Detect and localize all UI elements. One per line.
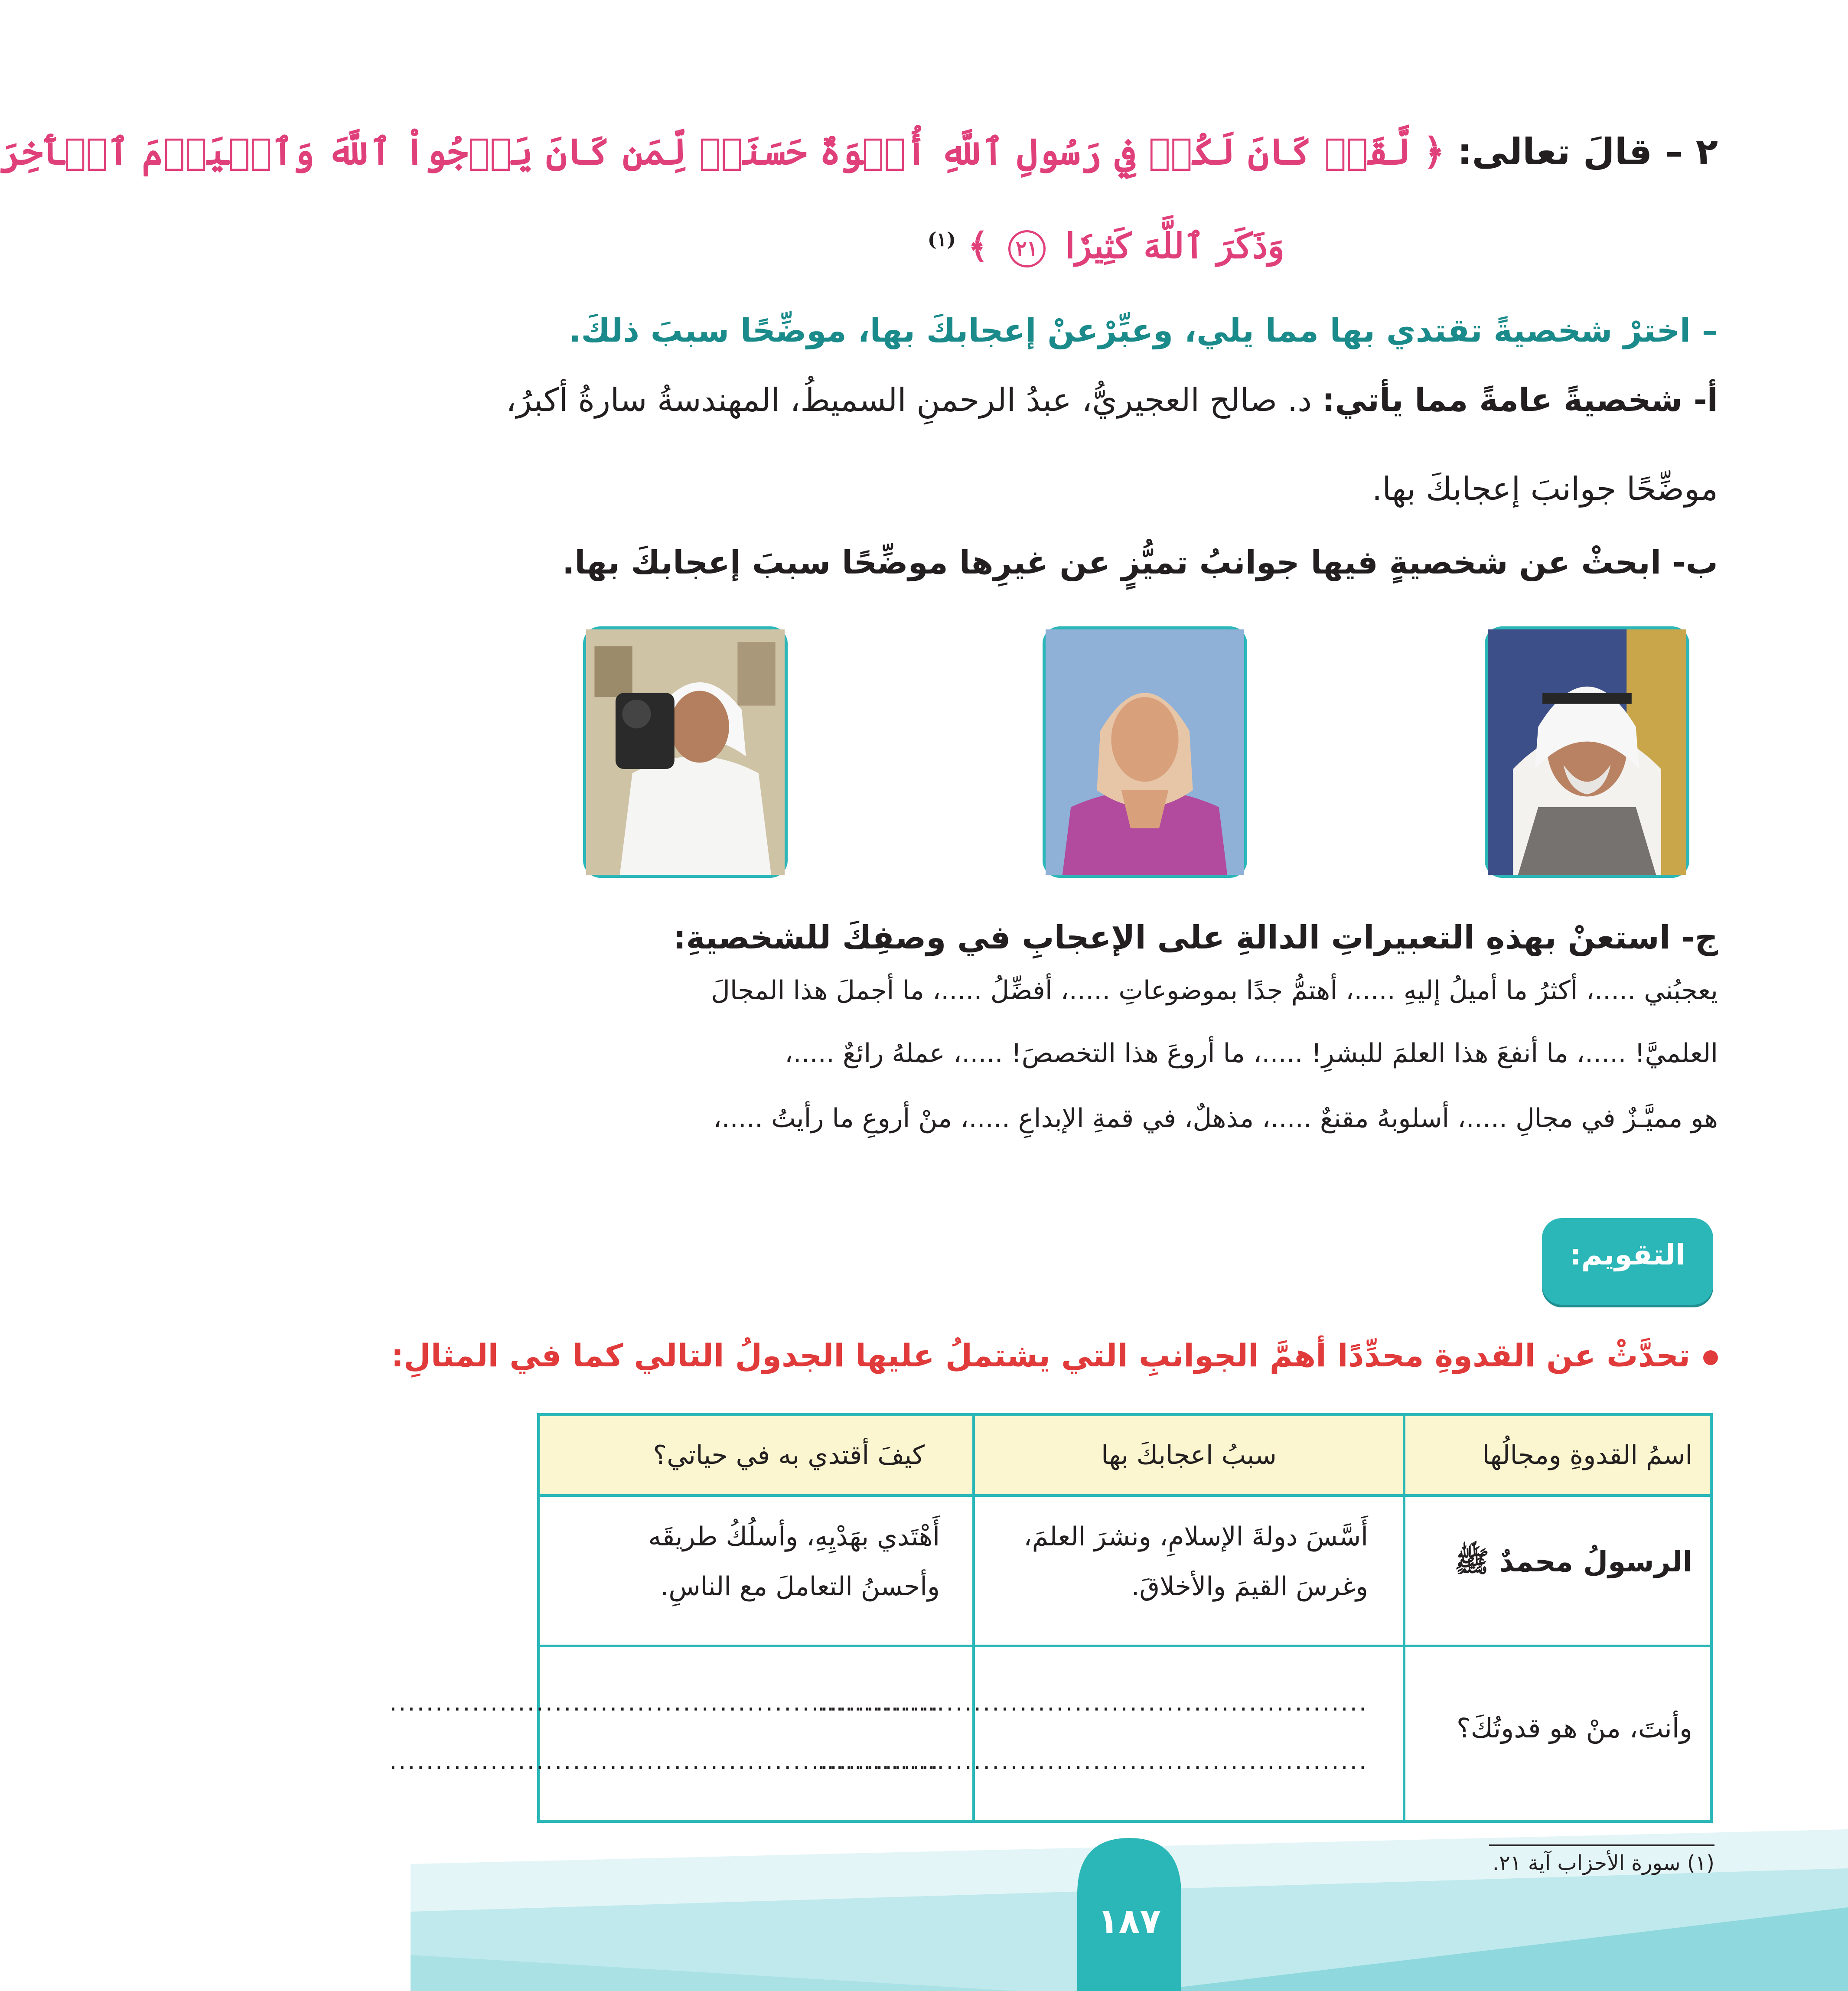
fill-in-line[interactable]: ............................................................ [818, 1747, 1368, 1775]
instruction-line: – اخترْ شخصيةً تقتدي بها مما يلي، وعبِّرْعنْ إعجابكَ بها، موضِّحًا سببَ ذلكَ. [569, 312, 1718, 349]
table-cell-reason-blank[interactable] [818, 1647, 1403, 1820]
item-a-line-1 [506, 381, 1718, 419]
how-line: أَهْتَدي بهَدْيِهِ، وأسلُكُ طريقَه [648, 1522, 940, 1552]
fill-in-line[interactable]: ............................................................ [389, 1747, 940, 1775]
reason-line: وغرسَ القيمَ والأخلاقَ. [1131, 1571, 1368, 1602]
item-c-expressions-line-2: العلميَّ! .....، ما أنفعَ هذا العلمَ للبشرِ! .....، ما أروعَ هذا التخصصَ! .....، عملهُ رائعٌ .....، [785, 1038, 1718, 1069]
photo-man-in-ghutra [1485, 626, 1689, 878]
photo-man-with-camera [583, 626, 788, 878]
item-c-expressions-line-1: يعجبُني .....، أكثرُ ما أميلُ إليهِ .....، أهتمُّ جدًا بموضوعاتِ .....، أفضِّلُ .....، ما أجملَ هذا المجالَ [711, 975, 1718, 1006]
table-cell-example-name: الرسولُ محمدٌ ﷺ [1454, 1545, 1692, 1578]
item-b-line: ب- ابحثْ عن شخصيةٍ فيها جوانبُ تميُّزٍ عن غيرِها موضِّحًا سببَ إعجابكَ بها. [562, 544, 1718, 581]
quran-verse-line-1 [0, 130, 1718, 195]
footnote-rule [1489, 1844, 1714, 1846]
table-cell-example-reason [975, 1497, 1403, 1645]
footnote-reference: (١) [927, 228, 956, 251]
item-c-label: ج- استعنْ بهذهِ التعبيراتِ الدالةِ على الإعجابِ في وصفِكَ للشخصيةِ: [673, 919, 1718, 956]
ayah-number-badge: ٢١ [1008, 230, 1046, 267]
task-text: تحدَّثْ عن القدوةِ محدِّدًا أهمَّ الجوانبِ التي يشتملُ عليها الجدولُ التالي كما في المثالِ: [391, 1337, 1690, 1374]
table-header-name: اسمُ القدوةِ ومجالُها [1405, 1416, 1710, 1494]
quran-verse-line-2 [887, 225, 1284, 286]
evaluation-title: التقويم: [1570, 1238, 1685, 1271]
role-model-table [389, 1413, 1713, 1823]
fill-in-line[interactable]: ............................................................ [818, 1689, 1368, 1716]
table-cell-example-how [540, 1497, 972, 1645]
page-number: ١٨٧ [1097, 1901, 1161, 1941]
verse-text-1: ﴿ لَّقَدۡ كَانَ لَكُمۡ فِي رَسُولِ ٱللَّهِ أُسۡوَةٌ حَسَنَةٞ لِّمَن كَانَ يَرۡجُواْ ٱللَّهَ وَٱلۡيَوۡمَ ٱلۡأٓخِرَ [0, 130, 1445, 173]
bullet-icon [1703, 1350, 1718, 1365]
how-line: وأحسنُ التعاملَ مع الناسِ. [660, 1571, 940, 1602]
item-a-label: أ- شخصيةً عامةً مما يأتي: [1322, 381, 1718, 419]
item-a-text: د. صالح العجيريُّ، عبدُ الرحمنِ السميطُ، المهندسةُ سارةُ أكبرُ، [506, 381, 1322, 419]
table-header-reason: سببُ اعجابكَ بها [975, 1416, 1403, 1494]
item-a-line-2: موضِّحًا جوانبَ إعجابكَ بها. [1372, 470, 1718, 508]
evaluation-section-tab [1542, 1218, 1713, 1305]
reason-line: أَسَّسَ دولةَ الإسلامِ، ونشرَ العلمَ، [1023, 1522, 1368, 1552]
verse-closing: ﴾ [968, 225, 988, 266]
photo-woman-in-pink [1043, 626, 1247, 878]
fill-in-line[interactable]: ............................................................ [389, 1689, 940, 1716]
verse-text-2: وَذَكَرَ ٱللَّهَ كَثِيرٗا [1065, 225, 1284, 266]
item-c-expressions-line-3: هو مميَّـزٌ في مجالِ .....، أسلوبهُ مقنعٌ .....، مذهلٌ، في قمةِ الإبداعِ .....، منْ أروعِ ما رأيتُ .....، [713, 1103, 1718, 1134]
table-cell-your-role-model: وأنتَ، منْ هو قدوتُكَ؟ [1456, 1712, 1692, 1744]
task-line [391, 1337, 1718, 1374]
verse-intro: ٢ – قالَ تعالى: [1457, 130, 1718, 173]
table-header-how: كيفَ أقتدي به في حياتي؟ [540, 1416, 972, 1494]
table-cell-how-blank[interactable] [389, 1647, 972, 1820]
footnote: (١) سورة الأحزاب آية ٢١. [1492, 1851, 1714, 1875]
